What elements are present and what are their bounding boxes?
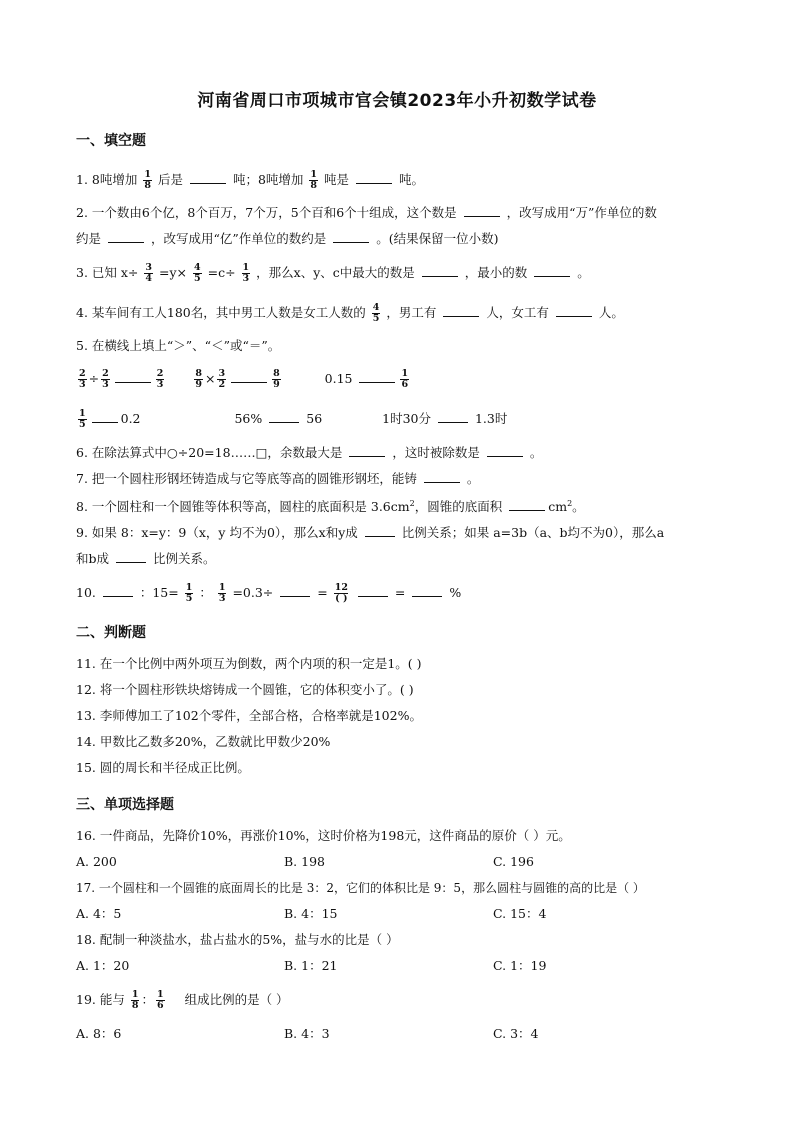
answer-blank[interactable] — [116, 548, 146, 563]
option-c[interactable]: C. 3：4 — [493, 1026, 539, 1041]
question-10: 10. ：15= $\frac{1}{5}$ ： $\frac{1}{3}$ =0.3÷ = $\frac{12}{( )}$ = % — [76, 582, 462, 604]
fraction: $\frac{3}{4}$ — [145, 262, 153, 284]
compare-blank[interactable] — [92, 408, 118, 423]
question-3: 3. 已知 x÷ $\frac{3}{4}$ =y× $\frac{4}{5}$ =c÷ $\frac{1}{3}$ ，那么x、y、c中最大的数是 ，最小的数 。 — [76, 262, 590, 284]
answer-blank[interactable] — [487, 442, 523, 457]
question-13: 13. 李师傅加工了102个零件，全部合格，合格率就是102%。 — [76, 708, 422, 723]
question-11: 11. 在一个比例中两外项互为倒数，两个内项的积一定是1。( ) — [76, 656, 422, 671]
fraction: $\frac{4}{5}$ — [194, 262, 201, 284]
answer-blank[interactable] — [190, 169, 226, 184]
option-c[interactable]: C. 196 — [493, 854, 534, 869]
answer-blank[interactable] — [103, 582, 133, 597]
question-8: 8. 一个圆柱和一个圆锥等体积等高，圆柱的底面积是 $3.6cm^2$，圆锥的底面积 $cm^2$。 — [76, 494, 585, 517]
question-18: 18. 配制一种淡盐水，盐占盐水的5%，盐与水的比是（ ） — [76, 932, 399, 947]
fraction: $\frac{1}{8}$ — [144, 169, 151, 191]
answer-blank[interactable] — [464, 202, 500, 217]
answer-blank[interactable] — [349, 442, 385, 457]
question-2-line-2: 约是 ，改写成用“亿”作单位的数约是 。(结果保留一位小数) — [76, 228, 499, 249]
option-a[interactable]: A. 1：20 — [76, 958, 130, 973]
option-b[interactable]: B. 4：15 — [284, 906, 338, 921]
question-19: 19. 能与 $\frac{1}{8}$ ： $\frac{1}{6}$ 组成比例的是（ ） — [76, 989, 289, 1011]
answer-blank[interactable] — [280, 582, 310, 597]
answer-blank[interactable] — [108, 228, 144, 243]
question-12: 12. 将一个圆柱形铁块熔铸成一个圆锥，它的体积变小了。( ) — [76, 682, 414, 697]
answer-blank[interactable] — [356, 169, 392, 184]
fraction: $\frac{4}{5}$ — [372, 302, 380, 324]
answer-blank[interactable] — [424, 468, 460, 483]
section-single-choice: 三、单项选择题 — [76, 797, 174, 813]
option-a[interactable]: A. 4：5 — [76, 906, 122, 921]
question-14: 14. 甲数比乙数多20%，乙数就比甲数少20% — [76, 734, 331, 749]
option-b[interactable]: B. 1：21 — [284, 958, 338, 973]
question-6: 6. 在除法算式中○÷20=18……□，余数最大是 ，这时被除数是 。 — [76, 442, 542, 463]
option-b[interactable]: B. 4：3 — [284, 1026, 330, 1041]
compare-blank[interactable] — [438, 408, 468, 423]
question-4: 4. 某车间有工人180名，其中男工人数是女工人数的 $\frac{4}{5}$ ，男工有 人，女工有 人。 — [76, 302, 624, 324]
question-7: 7. 把一个圆柱形钢坯铸造成与它等底等高的圆锥形钢坯，能铸 。 — [76, 468, 479, 489]
option-a[interactable]: A. 8：6 — [76, 1026, 122, 1041]
question-5-row-1: $\frac{2}{3}$ ÷ $\frac{2}{3}$ $\frac{2}{3}$ $\frac{8}{9}$ × $\frac{3}{2}$ $\frac{8}{9}$ 0.15 $\frac{1}{6}$ — [79, 368, 409, 390]
page-title: 河南省周口市项城市官会镇2023年小升初数学试卷 — [197, 91, 597, 111]
option-a[interactable]: A. 200 — [76, 854, 117, 869]
compare-blank[interactable] — [115, 368, 151, 383]
compare-blank[interactable] — [359, 368, 395, 383]
question-1: 1. 8吨增加 $\frac{1}{8}$ 后是 吨；8吨增加 $\frac{1}{8}$ 吨是 吨。 — [76, 169, 424, 191]
section-judge: 二、判断题 — [76, 625, 146, 641]
question-5-row-2: $\frac{1}{5}$ 0.2 56% 56 1时30分 1.3时 — [79, 408, 508, 430]
compare-blank[interactable] — [269, 408, 299, 423]
question-2-line-1: 2. 一个数由6个亿，8个百万，7个万，5个百和6个十组成，这个数是 ，改写成用“万”作单位的数 — [76, 202, 657, 223]
question-5-intro: 5. 在横线上填上“＞”、“＜”或“＝”。 — [76, 338, 281, 353]
question-15: 15. 圆的周长和半径成正比例。 — [76, 760, 250, 775]
answer-blank[interactable] — [358, 582, 388, 597]
option-c[interactable]: C. 1：19 — [493, 958, 547, 973]
fraction: $\frac{1}{3}$ — [242, 262, 250, 284]
answer-blank[interactable] — [534, 262, 570, 277]
section-fill-blank: 一、填空题 — [76, 133, 146, 149]
answer-blank[interactable] — [412, 582, 442, 597]
question-9-line-2: 和b成 比例关系。 — [76, 548, 216, 569]
answer-blank[interactable] — [556, 302, 592, 317]
option-c[interactable]: C. 15：4 — [493, 906, 547, 921]
answer-blank[interactable] — [422, 262, 458, 277]
fraction: $\frac{1}{8}$ — [310, 169, 317, 191]
option-b[interactable]: B. 198 — [284, 854, 325, 869]
answer-blank[interactable] — [443, 302, 479, 317]
question-17: 17. 一个圆柱和一个圆锥的底面周长的比是 3：2，它们的体积比是 9：5，那么圆柱与圆锥的高的比是（ ） — [76, 881, 645, 895]
question-9-line-1: 9. 如果 8：x=y：9（x，y 均不为0），那么x和y成 比例关系；如果 a=3b（a、b均不为0），那么a — [76, 522, 664, 543]
answer-blank[interactable] — [333, 228, 369, 243]
compare-blank[interactable] — [231, 368, 267, 383]
answer-blank[interactable] — [509, 496, 545, 511]
question-16: 16. 一件商品，先降价10%，再涨价10%，这时价格为198元，这件商品的原价（ ）元。 — [76, 828, 571, 843]
answer-blank[interactable] — [365, 522, 395, 537]
